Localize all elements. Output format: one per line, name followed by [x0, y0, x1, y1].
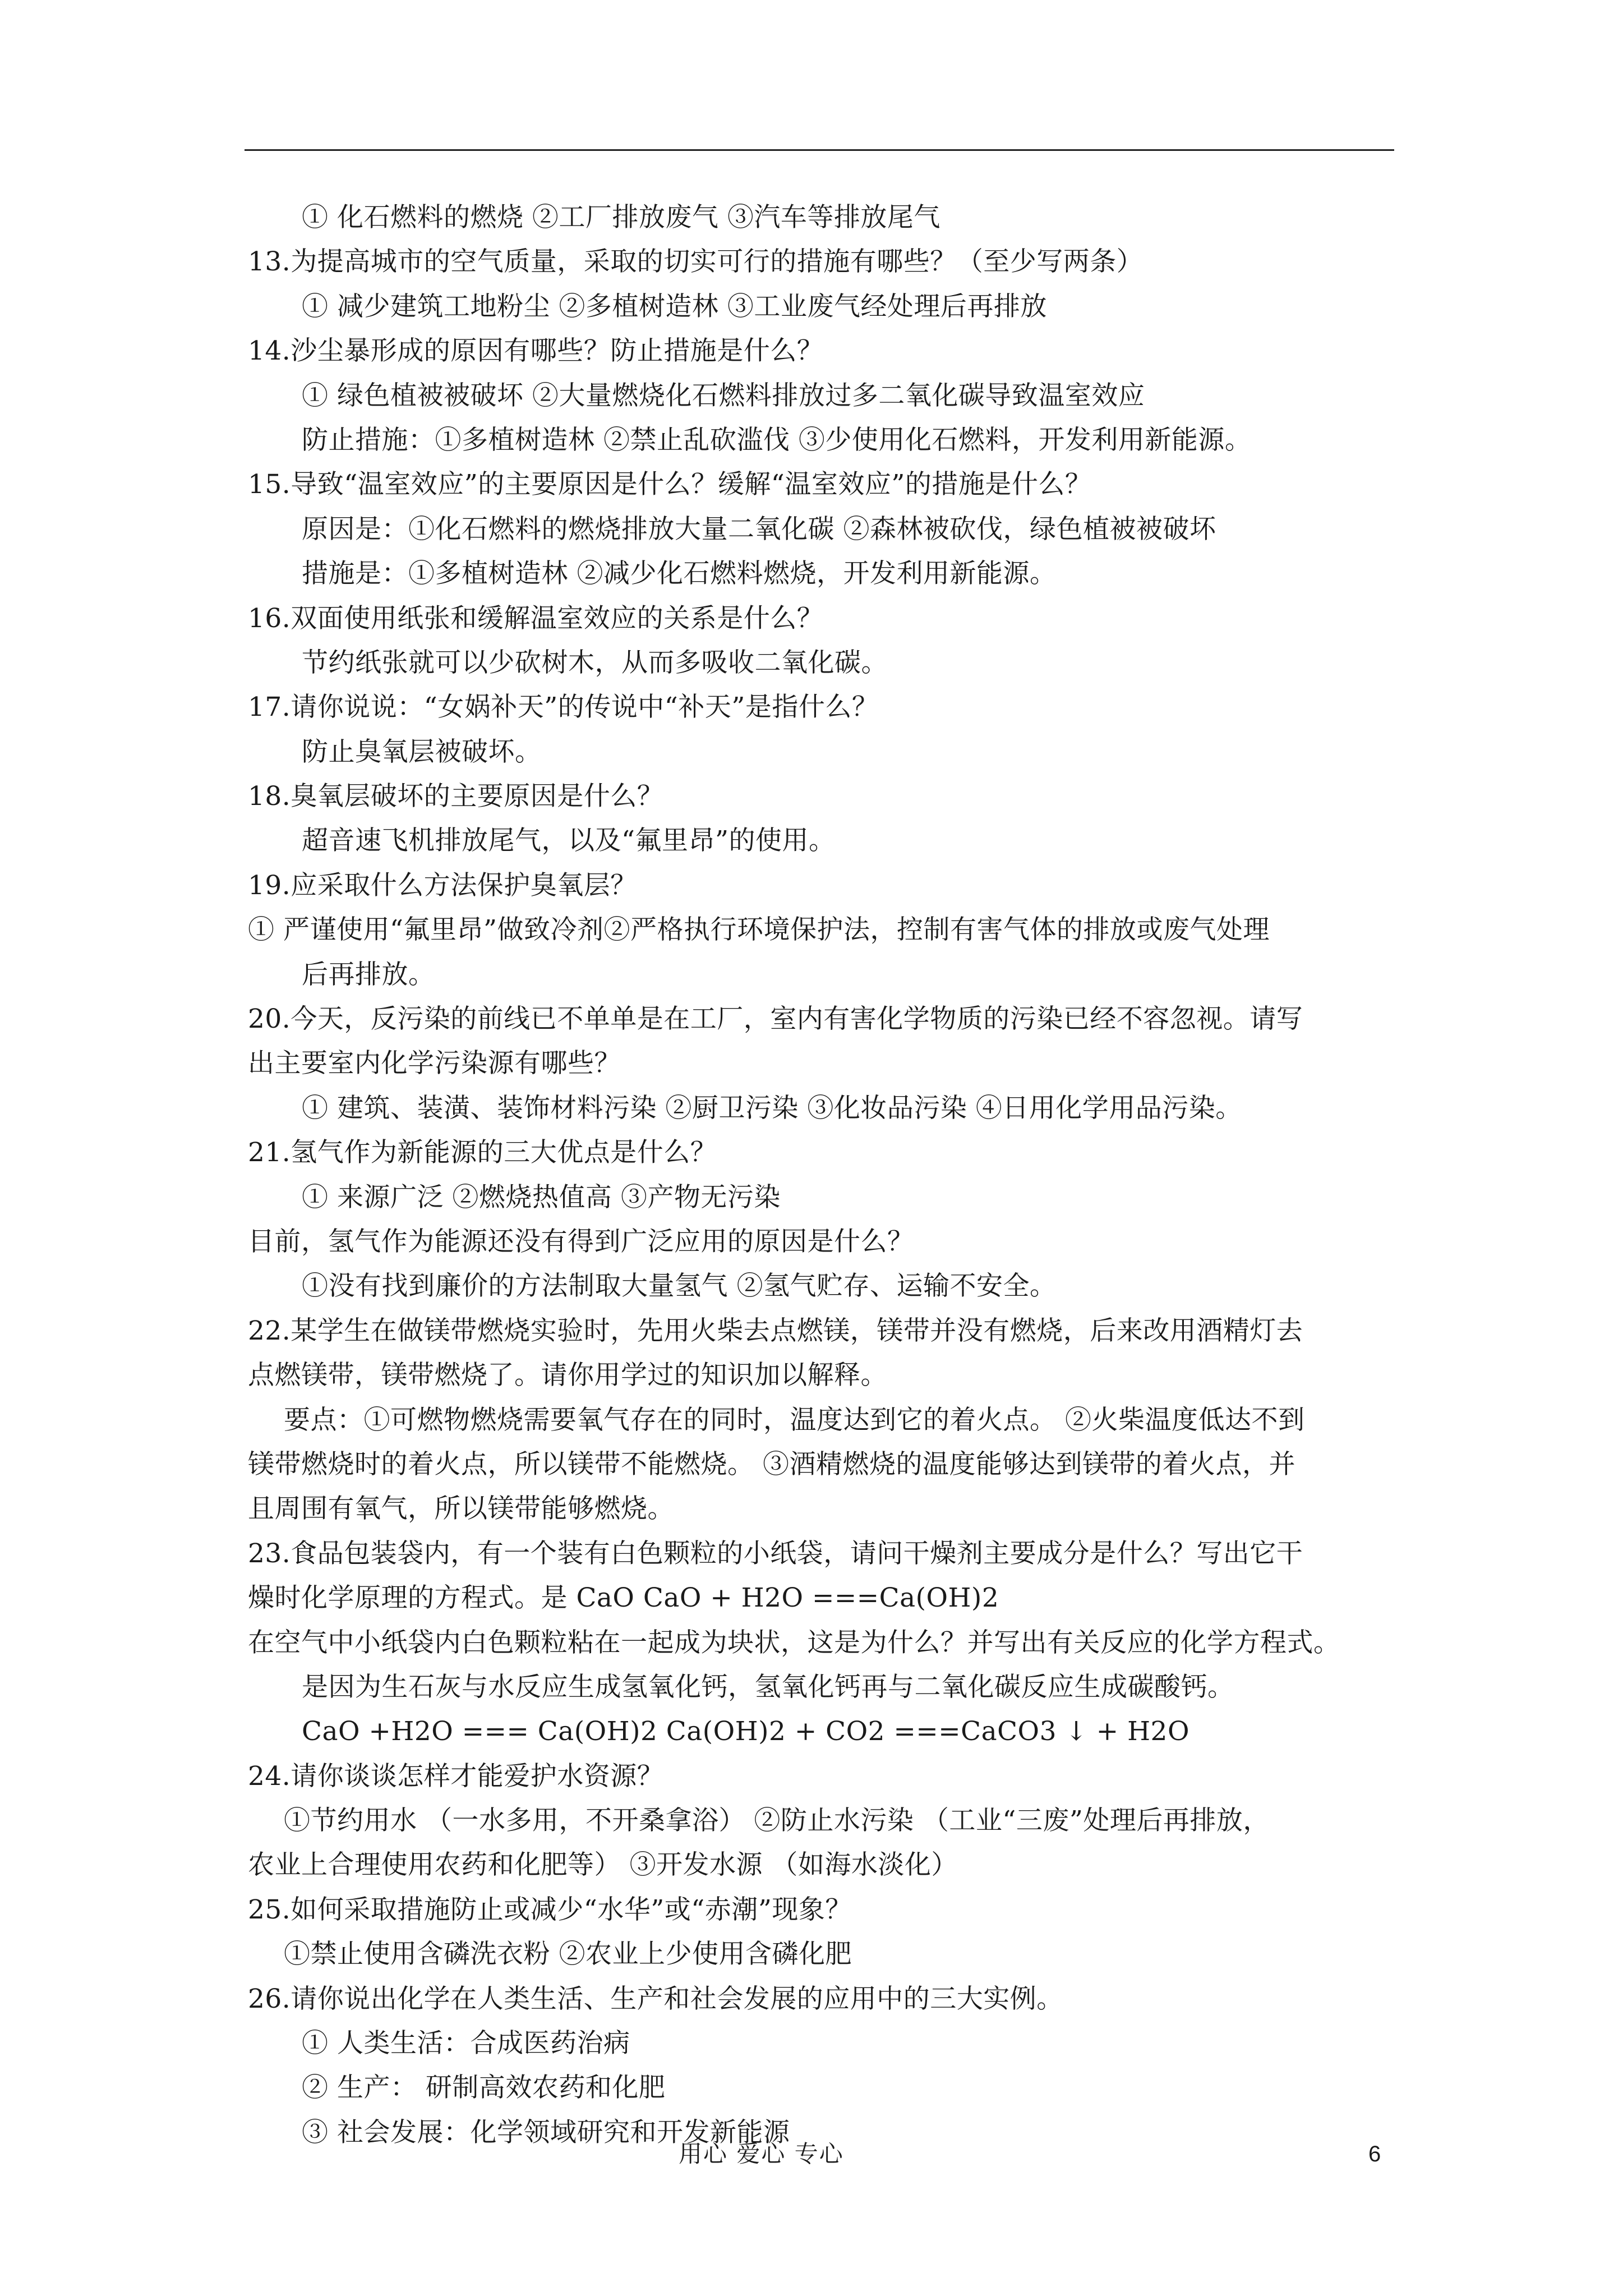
question-line: 16.双面使用纸张和缓解温室效应的关系是什么？	[248, 602, 824, 634]
answer-line: 措施是：①多植树造林 ②减少化石燃料燃烧，开发利用新能源。	[302, 558, 1057, 590]
answer-line: 是因为生石灰与水反应生成氢氧化钙，氢氧化钙再与二氧化碳反应生成碳酸钙。	[302, 1671, 1234, 1703]
answer-line: ① 绿色植被被破坏 ②大量燃烧化石燃料排放过多二氧化碳导致温室效应	[302, 380, 1145, 411]
answer-line: 在空气中小纸袋内白色颗粒粘在一起成为块状，这是为什么？并写出有关反应的化学方程式。	[248, 1627, 1340, 1658]
answer-line: 点燃镁带，镁带燃烧了。请你用学过的知识加以解释。	[248, 1360, 887, 1391]
question-line: 19.应采取什么方法保护臭氧层？	[248, 869, 637, 901]
question-line: 24.请你谈谈怎样才能爱护水资源？	[248, 1760, 664, 1792]
answer-line: 原因是：①化石燃料的燃烧排放大量二氧化碳 ②森林被砍伐，绿色植被被破坏	[302, 513, 1216, 545]
answer-line: 目前，氢气作为能源还没有得到广泛应用的原因是什么？	[248, 1226, 914, 1257]
answer-line: ③ 社会发展：化学领域研究和开发新能源	[302, 2116, 790, 2148]
answer-line: 防止臭氧层被破坏。	[302, 736, 542, 767]
question-line: 22.某学生在做镁带燃烧实验时，先用火柴去点燃镁，镁带并没有燃烧，后来改用酒精灯去	[248, 1315, 1303, 1346]
answer-line: 节约纸张就可以少砍树木，从而多吸收二氧化碳。	[302, 647, 888, 678]
footer-motto: 用心 爱心 专心	[679, 2140, 844, 2168]
answer-line: CaO +H2O === Ca(OH)2 Ca(OH)2 + CO2 ===CaCO3 ↓ + H2O	[302, 1716, 1189, 1747]
answer-line: ①节约用水 （一水多用，不开桑拿浴） ②防止水污染 （工业“三废”处理后再排放，	[284, 1805, 1270, 1837]
answer-line: ① 减少建筑工地粉尘 ②多植树造林 ③工业废气经处理后再排放	[302, 291, 1047, 322]
answer-line: 超音速飞机排放尾气，以及“氟里昂”的使用。	[302, 825, 836, 857]
header-rule	[245, 149, 1394, 151]
answer-line: ① 化石燃料的燃烧 ②工厂排放废气 ③汽车等排放尾气	[302, 202, 940, 233]
document-body	[248, 195, 1403, 2155]
question-line: 14.沙尘暴形成的原因有哪些？防止措施是什么？	[248, 335, 824, 367]
answer-line: 镁带燃烧时的着火点，所以镁带不能燃烧。 ③酒精燃烧的温度能够达到镁带的着火点，并	[248, 1448, 1295, 1480]
question-line: 20.今天，反污染的前线已不单单是在工厂，室内有害化学物质的污染已经不容忽视。请写	[248, 1004, 1303, 1035]
answer-line: ① 建筑、装潢、装饰材料污染 ②厨卫污染 ③化妆品污染 ④日用化学用品污染。	[302, 1092, 1242, 1124]
answer-line: ① 来源广泛 ②燃烧热值高 ③产物无污染	[302, 1181, 781, 1213]
question-line: 26.请你说出化学在人类生活、生产和社会发展的应用中的三大实例。	[248, 1983, 1063, 2014]
page-number: 6	[1368, 2142, 1381, 2166]
answer-line: ② 生产： 研制高效农药和化肥	[302, 2072, 666, 2104]
answer-line: ①没有找到廉价的方法制取大量氢气 ②氢气贮存、运输不安全。	[302, 1271, 1057, 1302]
question-line: 13.为提高城市的空气质量，采取的切实可行的措施有哪些？（至少写两条）	[248, 246, 1144, 278]
answer-line: 且周围有氧气，所以镁带能够燃烧。	[248, 1493, 674, 1525]
answer-line: 后再排放。	[302, 959, 435, 990]
answer-line: ① 人类生活：合成医药治病	[302, 2028, 630, 2059]
question-line: 23.食品包装袋内，有一个装有白色颗粒的小纸袋，请问干燥剂主要成分是什么？写出它干	[248, 1538, 1303, 1569]
answer-line: ①禁止使用含磷洗衣粉 ②农业上少使用含磷化肥	[284, 1939, 852, 1970]
answer-line: 燥时化学原理的方程式。是 CaO CaO + H2O ===Ca(OH)2	[248, 1582, 999, 1614]
answer-line: 要点：①可燃物燃烧需要氧气存在的同时，温度达到它的着火点。 ②火柴温度低达不到	[284, 1404, 1305, 1435]
question-line: 25.如何采取措施防止或减少“水华”或“赤潮”现象？	[248, 1894, 852, 1925]
question-line: 17.请你说说：“女娲补天”的传说中“补天”是指什么？	[248, 692, 879, 723]
answer-line: 防止措施：①多植树造林 ②禁止乱砍滥伐 ③少使用化石燃料，开发利用新能源。	[302, 424, 1252, 455]
question-line: 21.氢气作为新能源的三大优点是什么？	[248, 1137, 717, 1168]
page-footer	[0, 2137, 1623, 2171]
question-line: 15.导致“温室效应”的主要原因是什么？缓解“温室效应”的措施是什么？	[248, 469, 1092, 500]
answer-line: ① 严谨使用“氟里昂”做致冷剂②严格执行环境保护法，控制有害气体的排放或废气处理	[248, 914, 1270, 946]
answer-line: 出主要室内化学污染源有哪些？	[248, 1048, 621, 1079]
answer-line: 农业上合理使用农药和化肥等） ③开发水源 （如海水淡化）	[248, 1849, 958, 1881]
question-line: 18.臭氧层破坏的主要原因是什么？	[248, 781, 664, 812]
